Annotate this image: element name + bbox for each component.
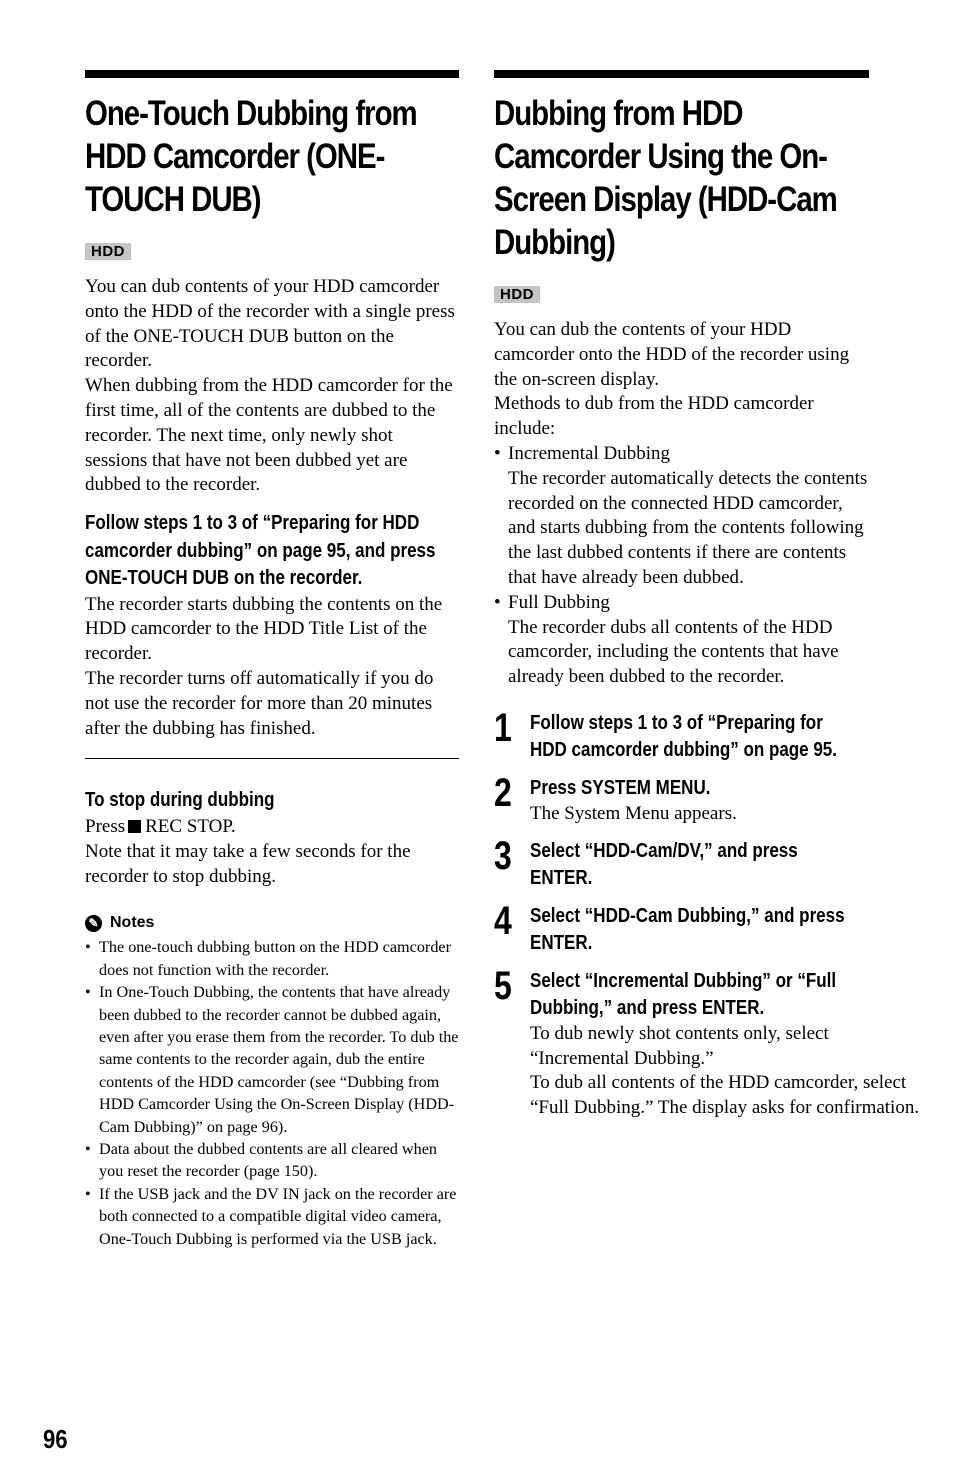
- note-text: Data about the dubbed contents are all cleared when you reset the recorder (page 150).: [99, 1140, 437, 1181]
- stop-key-label: REC STOP.: [145, 815, 236, 837]
- note-item: • Data about the dubbed contents are all cleared when you reset the recorder (page 150).: [85, 1138, 459, 1183]
- step-2: [494, 770, 869, 827]
- hdd-badge: HDD: [85, 243, 131, 260]
- divider: [85, 758, 459, 759]
- notes-list: [85, 936, 459, 1250]
- method-item: • Incremental Dubbing The recorder automatically detects the contents recorded on the connected HDD camcorder, and starts dubbing from the contents following the last dubbed contents if there are contents that have already been dubbed.: [494, 442, 869, 591]
- heading-rule: [494, 70, 869, 78]
- section-title: Dubbing from HDD Camcorder Using the On-Screen Display (HDD-Cam Dubbing): [494, 94, 837, 262]
- method-desc: The recorder dubs all contents of the HDD camcorder, including the contents that have already been dubbed to the recorder.: [508, 616, 839, 688]
- method-name: Incremental Dubbing: [508, 442, 670, 464]
- step-number: 5: [494, 963, 512, 1008]
- stop-icon: [128, 820, 141, 833]
- stop-instruction: [85, 815, 459, 840]
- intro-paragraph-2: Methods to dub from the HDD camcorder include:: [494, 393, 814, 440]
- method-desc: The recorder automatically detects the contents recorded on the connected HDD camcorder, and starts dubbing from the contents following the last dubbed contents if there are contents that have already been dubbed.: [508, 467, 868, 588]
- step-title: Select “Incremental Dubbing” or “Full Dubbing,” and press ENTER.: [530, 969, 837, 1019]
- stop-note: Note that it may take a few seconds for the recorder to stop dubbing.: [85, 840, 411, 887]
- step-3: [494, 833, 869, 892]
- note-text: In One-Touch Dubbing, the contents that have already been dubbed to the recorder cannot be dubbed again, even after you erase them from the recorder. To dub the same contents to the recorder again, dub the entire contents of the HDD camcorder (see “Dubbing from HDD Camcorder Using the On-Screen Display (HDD-Cam Dubbing)” on page 96).: [99, 983, 459, 1136]
- note-item: • In One-Touch Dubbing, the contents that have already been dubbed to the recorder cannot be dubbed again, even after you erase them from the recorder. To dub the same contents to the recorder again, dub the entire contents of the HDD camcorder (see “Dubbing from HDD Camcorder Using the On-Screen Display (HDD-Cam Dubbing)” on page 96).: [85, 981, 459, 1138]
- step-text-2: The recorder turns off automatically if you do not use the recorder for more than 20 minutes after the dubbing has finished.: [85, 668, 434, 739]
- right-column: [494, 70, 920, 1121]
- method-name: Full Dubbing: [508, 591, 610, 613]
- step-number: 3: [494, 833, 512, 878]
- note-item: • If the USB jack and the DV IN jack on the recorder are both connected to a compatible digital video camera, One-Touch Dubbing is performed via the USB jack.: [85, 1183, 459, 1250]
- step-number: 1: [494, 705, 512, 750]
- step-text: The recorder starts dubbing the contents on the HDD camcorder to the HDD Title List of the recorder.: [85, 593, 443, 665]
- step-text-2: To dub all contents of the HDD camcorder, select “Full Dubbing.” The display asks for confirmation.: [530, 1072, 920, 1119]
- step-number: 2: [494, 770, 512, 815]
- note-icon: ✎: [85, 915, 102, 932]
- step-1: [494, 705, 869, 764]
- step-5: [494, 963, 920, 1121]
- notes-heading-label: Notes: [110, 914, 155, 932]
- note-item: • The one-touch dubbing button on the HDD camcorder does not function with the recorder.: [85, 936, 459, 981]
- heading-rule: [85, 70, 459, 78]
- step-title: Follow steps 1 to 3 of “Preparing for HDD camcorder dubbing” on page 95.: [530, 711, 837, 761]
- section-title: One-Touch Dubbing from HDD Camcorder (ONE-TOUCH DUB): [85, 94, 417, 219]
- intro-paragraph: You can dub the contents of your HDD camcorder onto the HDD of the recorder using the on-screen display.: [494, 319, 850, 390]
- hdd-badge: HDD: [494, 286, 540, 303]
- stop-press-text: Press: [85, 815, 126, 837]
- step-title: Select “HDD-Cam/DV,” and press ENTER.: [530, 839, 798, 889]
- notes-heading: [85, 913, 459, 933]
- stop-heading: To stop during dubbing: [85, 789, 275, 812]
- step-heading: Follow steps 1 to 3 of “Preparing for HDD camcorder dubbing” on page 95, and press ONE-TOUCH DUB on the recorder.: [85, 512, 436, 590]
- step-4: [494, 898, 869, 957]
- intro-paragraph-2: When dubbing from the HDD camcorder for the first time, all of the contents are dubbed to the recorder. The next time, only newly shot sessions that have not been dubbed yet are dubbed to the recorder.: [85, 375, 453, 496]
- step-number: 4: [494, 898, 512, 943]
- step-title: Press SYSTEM MENU.: [530, 776, 711, 799]
- left-column: [85, 70, 459, 1250]
- step-text: The System Menu appears.: [530, 802, 737, 824]
- page-number: 96: [43, 1424, 68, 1454]
- note-text: If the USB jack and the DV IN jack on the recorder are both connected to a compatible digital video camera, One-Touch Dubbing is performed via the USB jack.: [99, 1184, 457, 1248]
- step-title: Select “HDD-Cam Dubbing,” and press ENTER.: [530, 904, 845, 954]
- intro-paragraph: You can dub contents of your HDD camcorder onto the HDD of the recorder with a single press of the ONE-TOUCH DUB button on the recorder.: [85, 276, 455, 372]
- note-text: The one-touch dubbing button on the HDD camcorder does not function with the recorder.: [99, 938, 451, 979]
- method-item: • Full Dubbing The recorder dubs all contents of the HDD camcorder, including the contents that have already been dubbed to the recorder.: [494, 591, 869, 690]
- step-text: To dub newly shot contents only, select “Incremental Dubbing.”: [530, 1022, 829, 1069]
